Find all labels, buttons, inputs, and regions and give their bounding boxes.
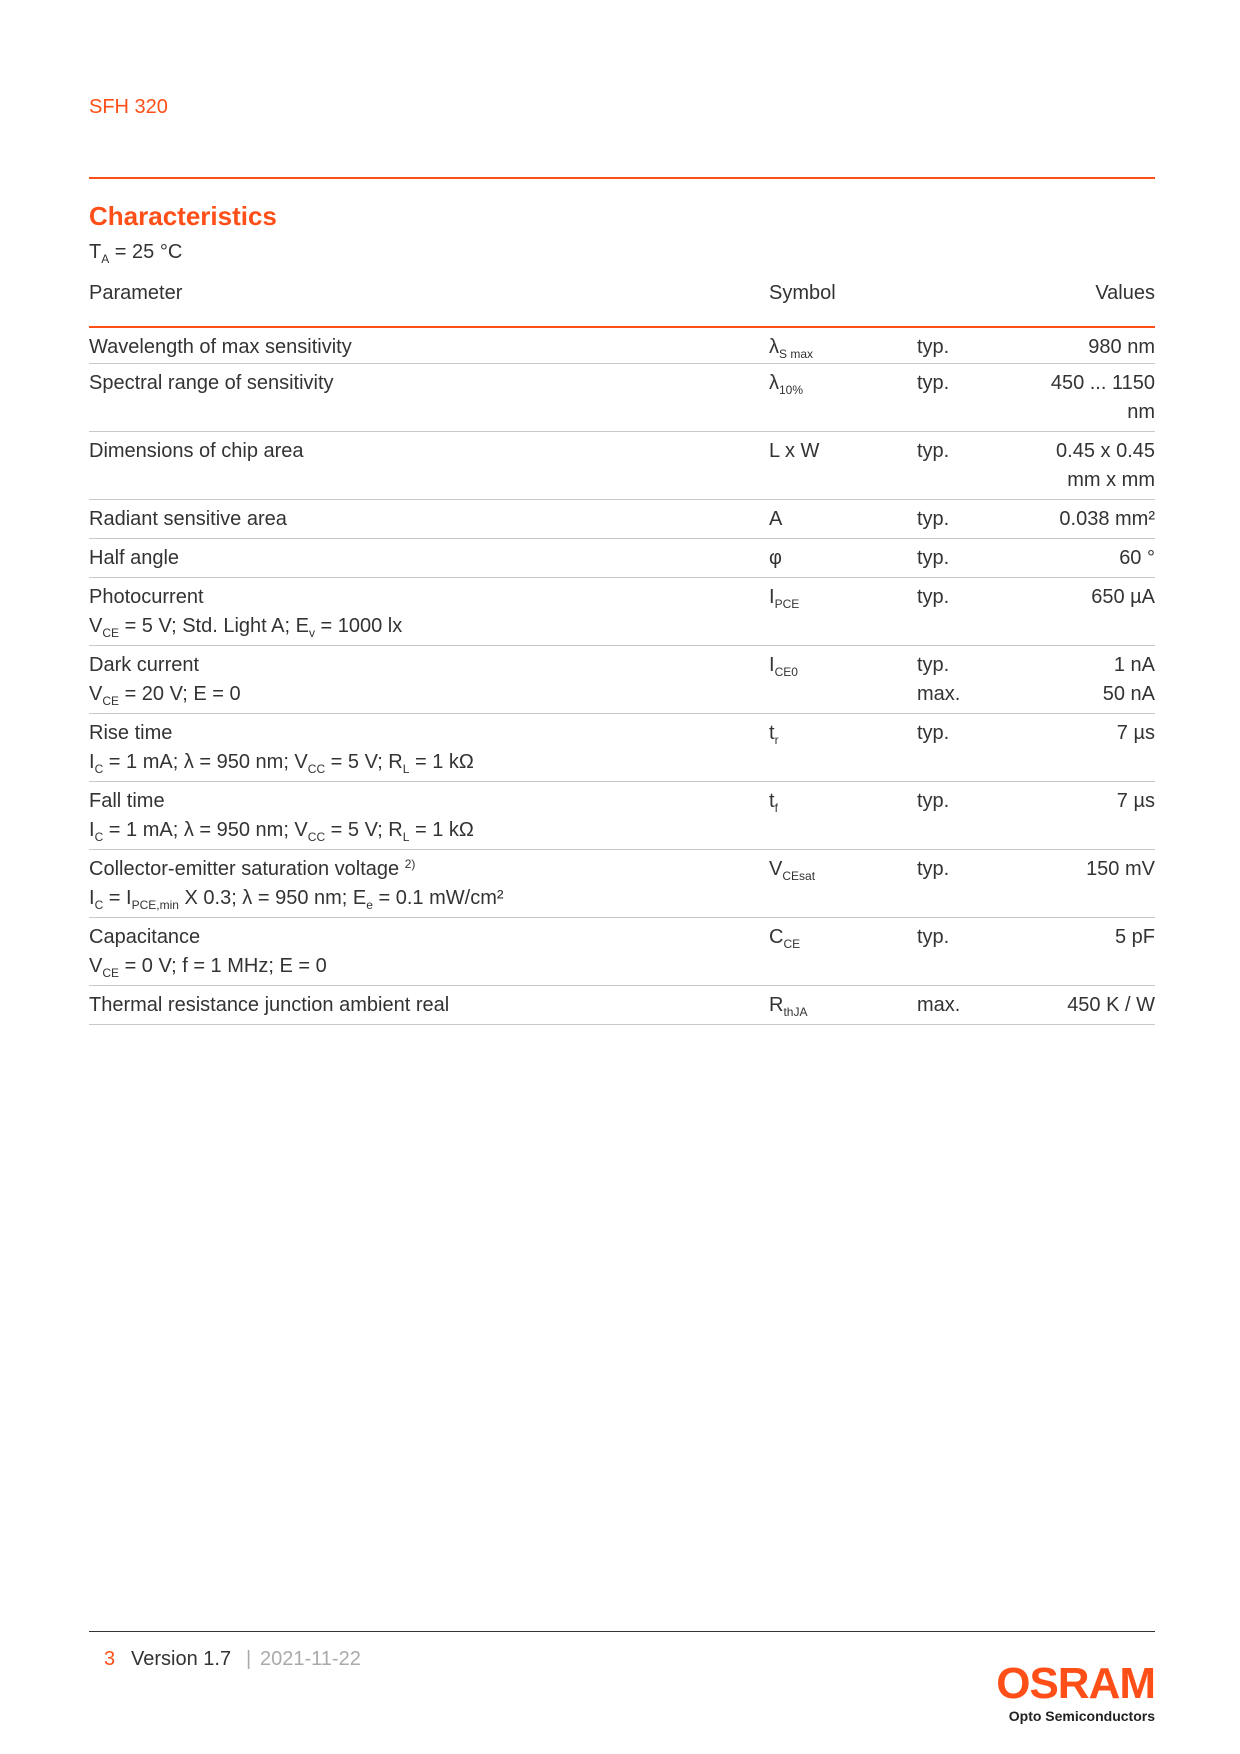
table-row — [89, 539, 1155, 578]
row-parameter: Radiant sensitive area — [89, 508, 287, 530]
table-row — [89, 918, 1155, 986]
document-code: SFH 320 — [89, 96, 168, 118]
table-row — [89, 646, 1155, 714]
header-symbol: Symbol — [769, 282, 836, 304]
table-row — [89, 432, 1155, 500]
row-qualifier: typ. — [917, 336, 950, 358]
row-parameter: Dark current $V_{CE} = 20$ V; E = 0 — [89, 654, 241, 708]
row-value: 7 µs — [1116, 790, 1155, 812]
row-value: 450 K / W — [1067, 994, 1155, 1016]
row-parameter: Half angle — [89, 547, 180, 569]
row-value: 5 pF — [1114, 926, 1155, 948]
row-symbol: $t_r$ — [769, 722, 779, 747]
row-qualifier: typ. — [917, 440, 950, 462]
row-parameter: Capacitance $V_{CE} = 0$ V; f = 1 MHz; E = 0 — [89, 926, 327, 980]
osram-logo — [996, 1659, 1155, 1724]
table-row — [89, 714, 1155, 782]
table-header — [89, 282, 1155, 328]
row-value: 0.45 x 0.45 mm x mm — [1056, 440, 1155, 491]
footer-rule — [89, 1631, 1155, 1632]
header-rule — [89, 177, 1155, 179]
row-value: 1 nA 50 nA — [1102, 654, 1155, 705]
row-symbol: $\lambda_{10\%}$ — [769, 372, 804, 397]
row-qualifier: typ. — [917, 926, 950, 948]
release-date: 2021-11-22 — [260, 1648, 361, 1670]
table-row — [89, 500, 1155, 539]
row-qualifier: typ. — [917, 586, 950, 608]
row-qualifier: typ. max. — [917, 654, 961, 705]
row-parameter: Dimensions of chip area — [89, 440, 304, 462]
row-qualifier: typ. — [917, 547, 950, 569]
version-label: Version 1.7 — [131, 1648, 232, 1670]
row-symbol: $R_{thJA}$ — [769, 994, 808, 1019]
row-qualifier: max. — [917, 994, 961, 1016]
row-condition: $I_C = I_{PCE,min}$ X 0.3; λ = 950 nm; $E_e = 0.1$ mW/cm² — [89, 887, 504, 912]
row-symbol: $C_{CE}$ — [769, 926, 801, 951]
row-symbol: $I_{CE0}$ — [769, 654, 798, 679]
row-symbol: $V_{CEsat}$ — [769, 858, 816, 883]
header-parameter: Parameter — [89, 282, 183, 304]
row-qualifier: typ. — [917, 508, 950, 530]
table-row — [89, 328, 1155, 364]
page-number: 3 — [104, 1648, 116, 1670]
ambient-condition: $T_A = 25$ °C — [89, 241, 183, 266]
row-qualifier: typ. — [917, 858, 950, 880]
row-condition: $V_{CE} = 20$ V; E = 0 — [89, 683, 241, 708]
row-qualifier: typ. — [917, 372, 950, 394]
header-values: Values — [1095, 282, 1155, 304]
row-condition: $I_C = 1$ mA; λ = 950 nm; $V_{CC} = 5$ V; $R_L = 1$ kΩ — [89, 819, 474, 844]
row-value: 7 µs — [1116, 722, 1155, 744]
table-row — [89, 364, 1155, 432]
row-condition: $I_C = 1$ mA; λ = 950 nm; $V_{CC} = 5$ V; $R_L = 1$ kΩ — [89, 751, 474, 776]
row-condition: $V_{CE} = 0$ V; f = 1 MHz; E = 0 — [89, 955, 327, 980]
table-row — [89, 578, 1155, 646]
logo-tagline: Opto Semiconductors — [1008, 1708, 1155, 1724]
row-symbol: $I_{PCE}$ — [769, 586, 800, 611]
row-parameter: Spectral range of sensitivity — [89, 372, 334, 394]
row-symbol: A — [769, 508, 783, 530]
row-symbol: $t_f$ — [769, 790, 778, 815]
row-condition: $V_{CE} = 5$ V; Std. Light A; $E_v = 1000$ lx — [89, 615, 403, 640]
footer-separator: | — [246, 1648, 252, 1670]
row-parameter: Collector-emitter saturation voltage $^{2)}$ $I_C = I_{PCE,min}$ X 0.3; λ = 950 nm; $E_e = 0.1$ mW/cm² — [89, 857, 504, 912]
table-row — [89, 850, 1155, 918]
row-value: 450 ... 1150 nm — [1050, 372, 1155, 423]
row-parameter: Rise time $I_C = 1$ mA; λ = 950 nm; $V_{CC} = 5$ V; $R_L = 1$ kΩ — [89, 722, 474, 776]
logo-brand: OSRAM — [996, 1659, 1155, 1708]
row-value: 0.038 mm² — [1059, 508, 1155, 530]
row-parameter: Wavelength of max sensitivity — [89, 336, 352, 358]
row-symbol: L x W — [769, 440, 820, 462]
row-parameter: Photocurrent $V_{CE} = 5$ V; Std. Light A; $E_v = 1000$ lx — [89, 586, 403, 640]
row-symbol: φ — [769, 547, 782, 569]
row-qualifier: typ. — [917, 722, 950, 744]
row-value: 150 mV — [1086, 858, 1155, 880]
row-value: 60 ° — [1119, 547, 1155, 569]
table-row — [89, 782, 1155, 850]
row-value: 980 nm — [1088, 336, 1155, 358]
row-qualifier: typ. — [917, 790, 950, 812]
row-symbol: $\lambda_{S max}$ — [769, 336, 814, 361]
row-parameter: Fall time $I_C = 1$ mA; λ = 950 nm; $V_{CC} = 5$ V; $R_L = 1$ kΩ — [89, 790, 474, 844]
row-value: 650 µA — [1091, 586, 1155, 608]
section-title: Characteristics — [89, 201, 277, 231]
row-parameter: Thermal resistance junction ambient real — [89, 994, 450, 1016]
table-row — [89, 986, 1155, 1025]
